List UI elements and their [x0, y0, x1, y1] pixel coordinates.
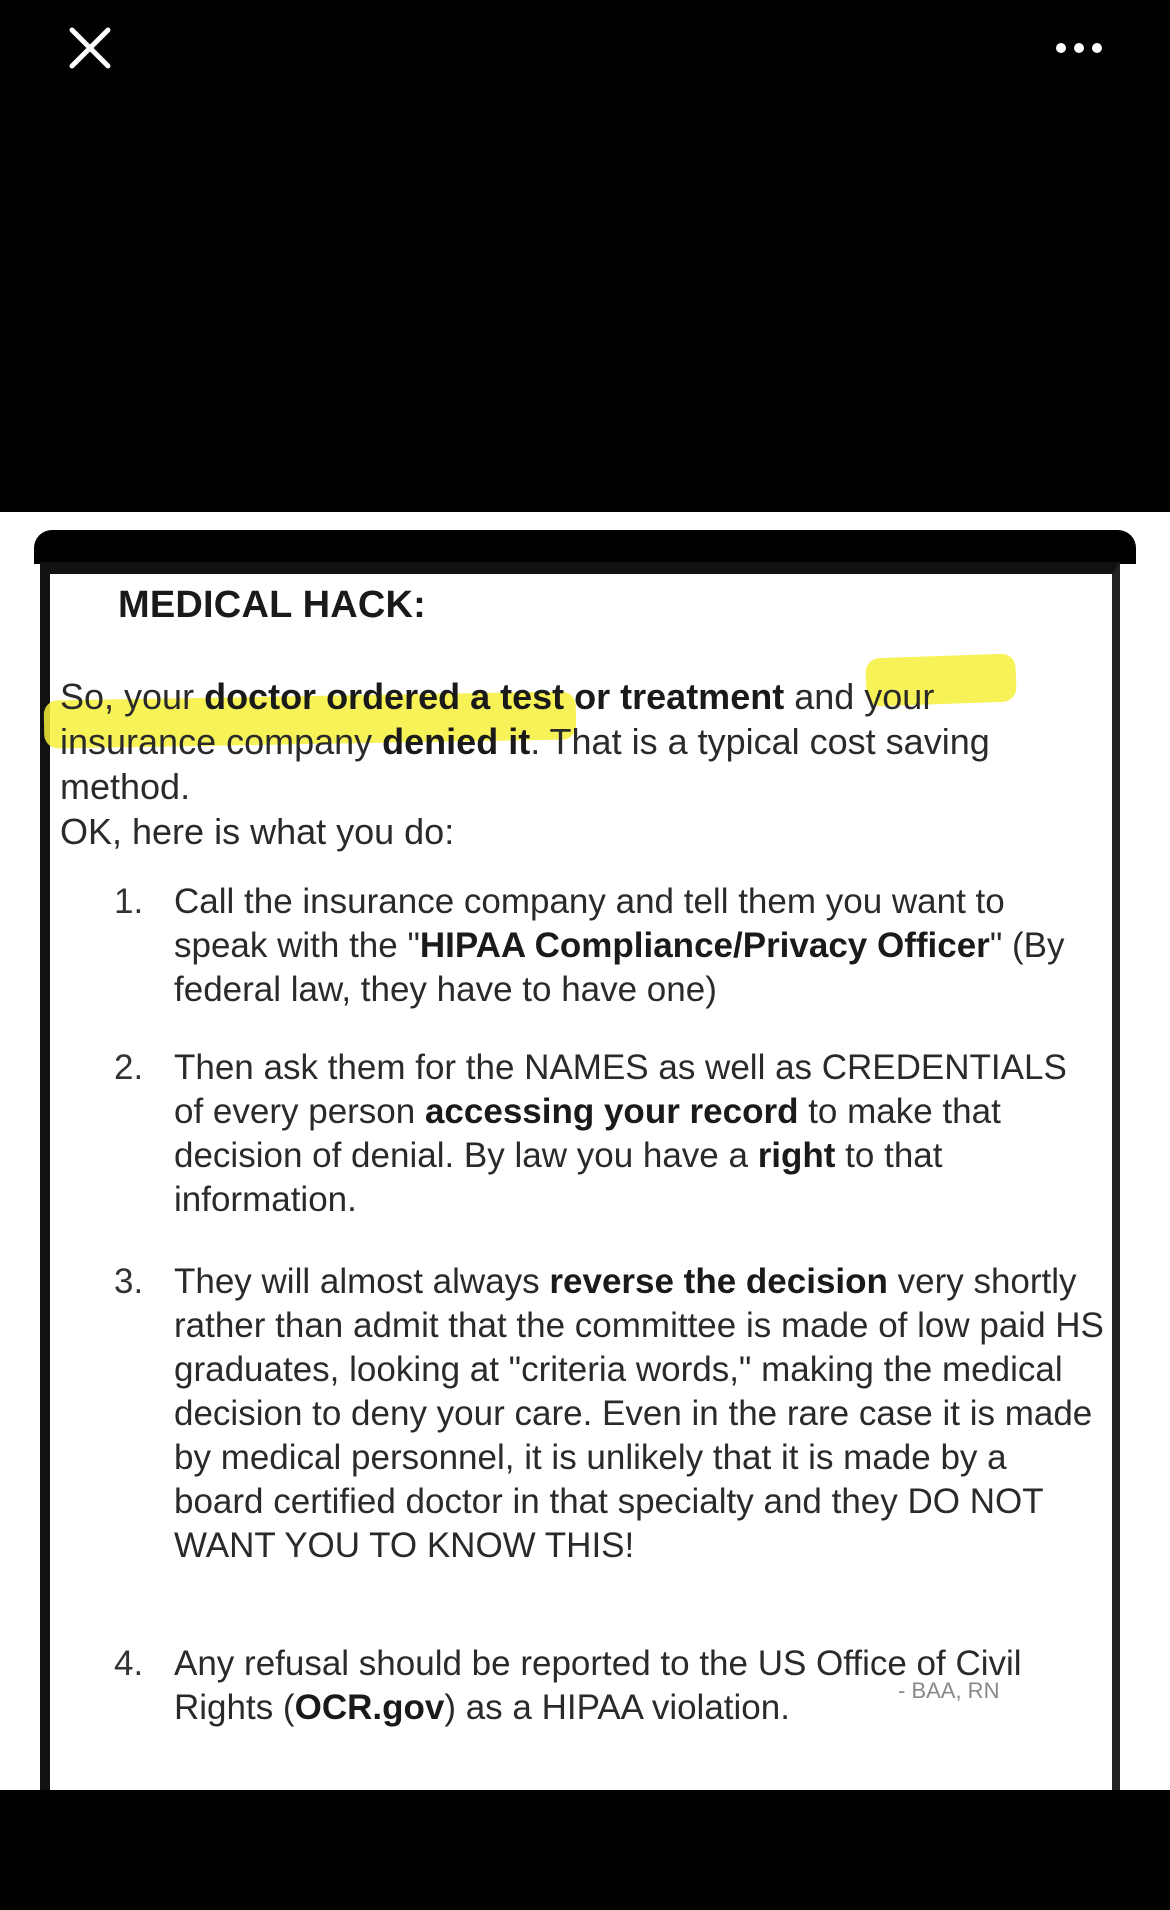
list-item-text [174, 1046, 1104, 1222]
item-text: ) as a HIPAA violation. [444, 1688, 790, 1727]
intro-text: and your insurance company [60, 676, 935, 762]
intro-text: . That is a typical cost saving method. [60, 721, 990, 807]
item-text: Then ask them for the NAMES as well as CREDENTIALS of every person [174, 1048, 1067, 1131]
intro-text: So, your [60, 676, 205, 717]
item-bold: HIPAA Compliance/Privacy Officer [419, 926, 990, 965]
list-item-text [174, 1260, 1104, 1568]
item-text: to that information. [174, 1136, 943, 1219]
list-item-number: 1. [114, 882, 144, 921]
item-bold: right [757, 1136, 836, 1175]
item-text: " (By federal law, they have to have one) [174, 926, 1065, 1009]
item-text: Any refusal should be reported to the US Office of Civil Rights ( [174, 1644, 1022, 1727]
item-text: to make that decision of denial. By law you have a [174, 1092, 1001, 1175]
close-icon [60, 18, 120, 78]
item-bold: reverse the decision [549, 1262, 888, 1301]
intro-bold: denied it [382, 721, 531, 762]
more-options-button[interactable] [1045, 18, 1115, 78]
viewer-top-bar [0, 0, 1170, 512]
image-viewport [0, 512, 1170, 1790]
photo-edge [34, 530, 1136, 564]
item-bold: OCR.gov [294, 1688, 445, 1727]
intro-bold: doctor ordered a test or treatment [204, 676, 785, 717]
item-text: They will almost always [174, 1262, 550, 1301]
document-title: MEDICAL HACK: [118, 584, 426, 626]
list-item-number: 3. [114, 1262, 144, 1301]
viewer-bottom-bar [0, 1790, 1170, 1910]
item-text: Call the insurance company and tell them you want to speak with the " [174, 882, 1005, 965]
intro-paragraph [60, 674, 1090, 854]
list-item-number: 4. [114, 1644, 144, 1683]
item-text: very shortly rather than admit that the committee is made of low paid HS graduates, looking at "criteria words," making the medical decision to deny your care. Even in the rare case it is made by medical personnel, it is unlikely that it is made by a board certified doctor in that specialty and they DO NOT WANT YOU TO KNOW THIS! [174, 1262, 1104, 1565]
close-button[interactable] [60, 18, 120, 78]
item-bold: accessing your record [424, 1092, 799, 1131]
more-options-icon [1045, 18, 1115, 78]
list-item-number: 2. [114, 1048, 144, 1087]
intro-instruction: OK, here is what you do: [60, 811, 455, 852]
signature: - BAA, RN [898, 1678, 1000, 1703]
list-item-text [174, 880, 1104, 1012]
